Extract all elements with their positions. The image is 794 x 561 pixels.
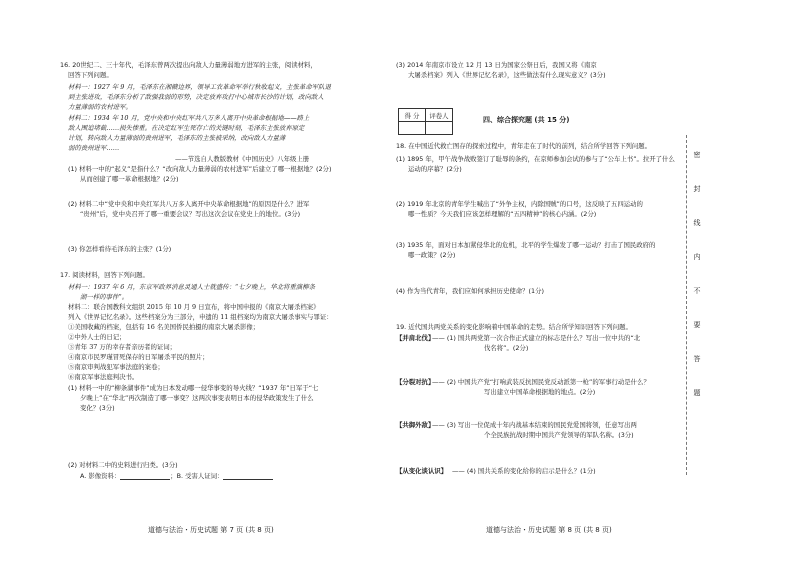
q16-sub1-line1: (1) 材料一中的“起义”是指什么？“改向敌人力量薄弱的农村进军”后建立了哪一根据地？(2分)	[68, 165, 332, 173]
section-4-title: 四、综合探究题 (共 15 分)	[483, 116, 570, 124]
q16-material1-line1: 材料一：1927 年 9 月，毛泽东在湘赣边界，领导工农革命军举行秋收起义，主张革命军队退	[68, 83, 331, 91]
page-8-footer: 道德与法治・历史试题 第 8 页 (共 8 页)	[486, 526, 612, 534]
seal-char-8: 题	[693, 389, 701, 397]
score-label: 得 分	[399, 109, 426, 122]
q17-sub2-answer-line	[80, 472, 273, 480]
seal-char-7: 答	[693, 355, 701, 363]
q19-tag-4: 【从变化谈认识】	[396, 467, 448, 475]
grader-blank[interactable]	[426, 122, 453, 135]
q18-sub4: (4) 作为当代青年，我们应如何承担历史使命？(1分)	[396, 287, 544, 295]
q18-sub3-line2: 哪一政策？(2分)	[408, 251, 456, 259]
q16-source: ——节选自人教版教材《中国历史》八年级上册	[175, 155, 310, 163]
q16-material2-line3: 计划，转向敌人力量薄弱的贵州进军，毛泽东的主张被采纳，改向敌人力量薄	[68, 134, 286, 142]
q17-sub1-line1: (1) 材料一中的“柳条湖事件”成为日本发动哪一侵华事变的导火线？“1937 年”日军于“七	[68, 384, 319, 392]
q17-sub1-line2: 夕晚上”在“华北”再次制造了哪一事变？这两次事变表明日本的侵华政策发生了什么	[80, 394, 314, 402]
q18-sub2-line2: 哪一性质？今天我们应该怎样理解的“五四精神”的核心内涵。(2分)	[408, 210, 597, 218]
q16-material2-line4: 弱的贵州进军……	[68, 144, 120, 152]
q17-list-item-5: ⑤南京审判战犯军事法庭的案卷；	[68, 363, 164, 371]
q17-sub2: (2) 对材料二中的史料进行归类。(3分)	[68, 461, 178, 469]
q17-sub3-line2: 大屠杀档案》列入《世界记忆名录》，这些做法有什么现实意义？(3分)	[408, 71, 606, 79]
q16-material1-line3: 力量薄弱的农村进军。	[68, 103, 132, 111]
page-7-footer: 道德与法治・历史试题 第 7 页 (共 8 页)	[148, 526, 274, 534]
q17-material1-line1: 材料一：1937 年 6 月，东京军政界消息灵通人士就盛传：“七夕晚上，华北将重演柳条	[68, 283, 315, 291]
q17-sub2-b-label: ；B. 受害人证词：	[170, 472, 224, 480]
seal-dashed-line	[686, 135, 687, 475]
q16-stem-line1: 16. 20世纪二、三十年代，毛泽东曾两次提出向敌人力量薄弱地方进军的主张，阅读材料，	[60, 61, 317, 69]
q17-list-item-1: ①美国收藏的档案，包括有 16 名美国侨民拍摄的南京大屠杀影像；	[68, 323, 260, 331]
q19-sub3-line2: 个全民族抗战时期中国共产党领导的军队名称。(3分)	[484, 431, 634, 439]
q16-sub1-line2: 从而创建了哪一革命根据地？(2分)	[80, 175, 179, 183]
seal-char-1: 密	[693, 151, 701, 159]
seal-notice	[690, 150, 704, 422]
page-8	[388, 0, 794, 561]
seal-char-3: 线	[693, 219, 701, 227]
q19-tag-3: 【共御外敌】	[396, 421, 435, 429]
q17-material1-line2: 湖一样的事件”。	[80, 293, 129, 301]
q16-sub2-line2: “贵州”后，党中央召开了哪一重要会议？写出这次会议在党史上的地位。(3分)	[80, 210, 301, 218]
q16-material2-line1: 材料二：1934 年 10 月，党中央和中央红军共八万多人离开中央革命根据地——路上	[68, 114, 310, 122]
score-box	[398, 108, 453, 135]
q18-sub1-line1: (1) 1895 年，甲午战争战败签订了耻辱的条约，在京师参加会试的参与了“公车上书”。拉开了什么	[396, 155, 675, 163]
q17-material2-line1: 材料二：联合国教科文组织 2015 年 10 月 9 日宣布，将中国申报的《南京大屠杀档案》	[68, 303, 320, 311]
q19-sub1-line1: —— (1) 国共两党第一次合作正式建立的标志是什么？写出一位中共的“北	[432, 334, 641, 342]
q17-list-item-4: ④南京市民罗瑾冒死保存的日军屠杀平民的照片；	[68, 353, 209, 361]
q17-stem: 17. 阅读材料，回答下列问题。	[60, 271, 149, 279]
q18-sub2-line1: (2) 1919 年北京的青年学生喊出了“外争主权，内除国贼”的口号，这反映了五四运动的	[396, 200, 643, 208]
q17-list-item-2: ②中外人士的日记；	[68, 333, 126, 341]
seal-char-4: 内	[693, 253, 701, 261]
q19-sub4: —— (4) 国共关系的变化给你的启示是什么？(1分)	[452, 467, 596, 475]
q17-sub2-b-blank[interactable]	[223, 473, 273, 480]
q16-sub2-line1: (2) 材料二中“党中央和中央红军共八万多人离开中央革命根据地”的原因是什么？进军	[68, 200, 310, 208]
score-blank[interactable]	[399, 122, 426, 135]
q17-material2-line2: 列入《世界记忆名录》。这些档案分为三部分，申遗的 11 组档案均为南京大屠杀事实与罪证：	[68, 313, 333, 321]
q19-tag-2: 【分裂对抗】	[396, 378, 435, 386]
q16-sub3: (3) 你怎样看待毛泽东的主张？(1分)	[68, 245, 172, 253]
q18-sub3-line1: (3) 1935 年，面对日本加紧侵华北的危机，北平的学生爆发了哪一运动？打击了国民政府的	[396, 241, 656, 249]
q19-stem: 19. 近代国共两党关系的变化影响着中国革命的走势。结合所学知识回答下列问题。	[396, 323, 632, 331]
q18-stem: 18. 在中国近代救亡图存的探索过程中，青年走在了时代的前列，结合所学回答下列问题。	[396, 142, 652, 150]
q18-sub1-line2: 运动的序幕？(2分)	[408, 165, 462, 173]
page-7	[0, 0, 385, 561]
q17-sub3-line1: (3) 2014 年南京市设立 12 月 13 日为国家公祭日后，我国又将《南京	[396, 61, 597, 69]
seal-char-6: 要	[693, 321, 701, 329]
q17-sub1-line3: 变化？(3分)	[80, 404, 115, 412]
q19-sub2-line2: 写出建立中国革命根据地的地点。(2分)	[484, 388, 596, 396]
q19-sub2-line1: —— (2) 中国共产党“打响武装反抗国民党反动派第一枪”的军事行动是什么？	[432, 378, 650, 386]
seal-char-5: 不	[693, 287, 701, 295]
q16-material2-line2: 敌人围追堵截……损失惨重。在决定红军生死存亡的关键时刻，毛泽东主张放弃原定	[68, 124, 305, 132]
q17-list-item-3: ③青年 37 万的幸存者亲历者的证词；	[68, 343, 177, 351]
q17-list-item-6: ⑥南京军事法庭判决书。	[68, 373, 139, 381]
q16-stem-line2: 回答下列问题。	[68, 71, 113, 79]
q17-sub2-a-label: A. 影像资料：	[80, 472, 121, 480]
seal-char-2: 封	[693, 185, 701, 193]
q17-sub2-a-blank[interactable]	[120, 473, 170, 480]
grader-label: 评卷人	[426, 109, 453, 122]
q19-sub3-line1: —— (3) 写出一位促成十年内战基本结束的国民党爱国将领，任意写出两	[432, 421, 637, 429]
q19-tag-1: 【并肩北伐】	[396, 334, 435, 342]
q19-sub1-line2: 伐名将”。(2分)	[484, 344, 529, 352]
q16-material1-line2: 到主张进攻，毛泽东分析了敌强我弱的形势，决定放弃攻打中心城市长沙的计划，改向敌人	[68, 93, 324, 101]
